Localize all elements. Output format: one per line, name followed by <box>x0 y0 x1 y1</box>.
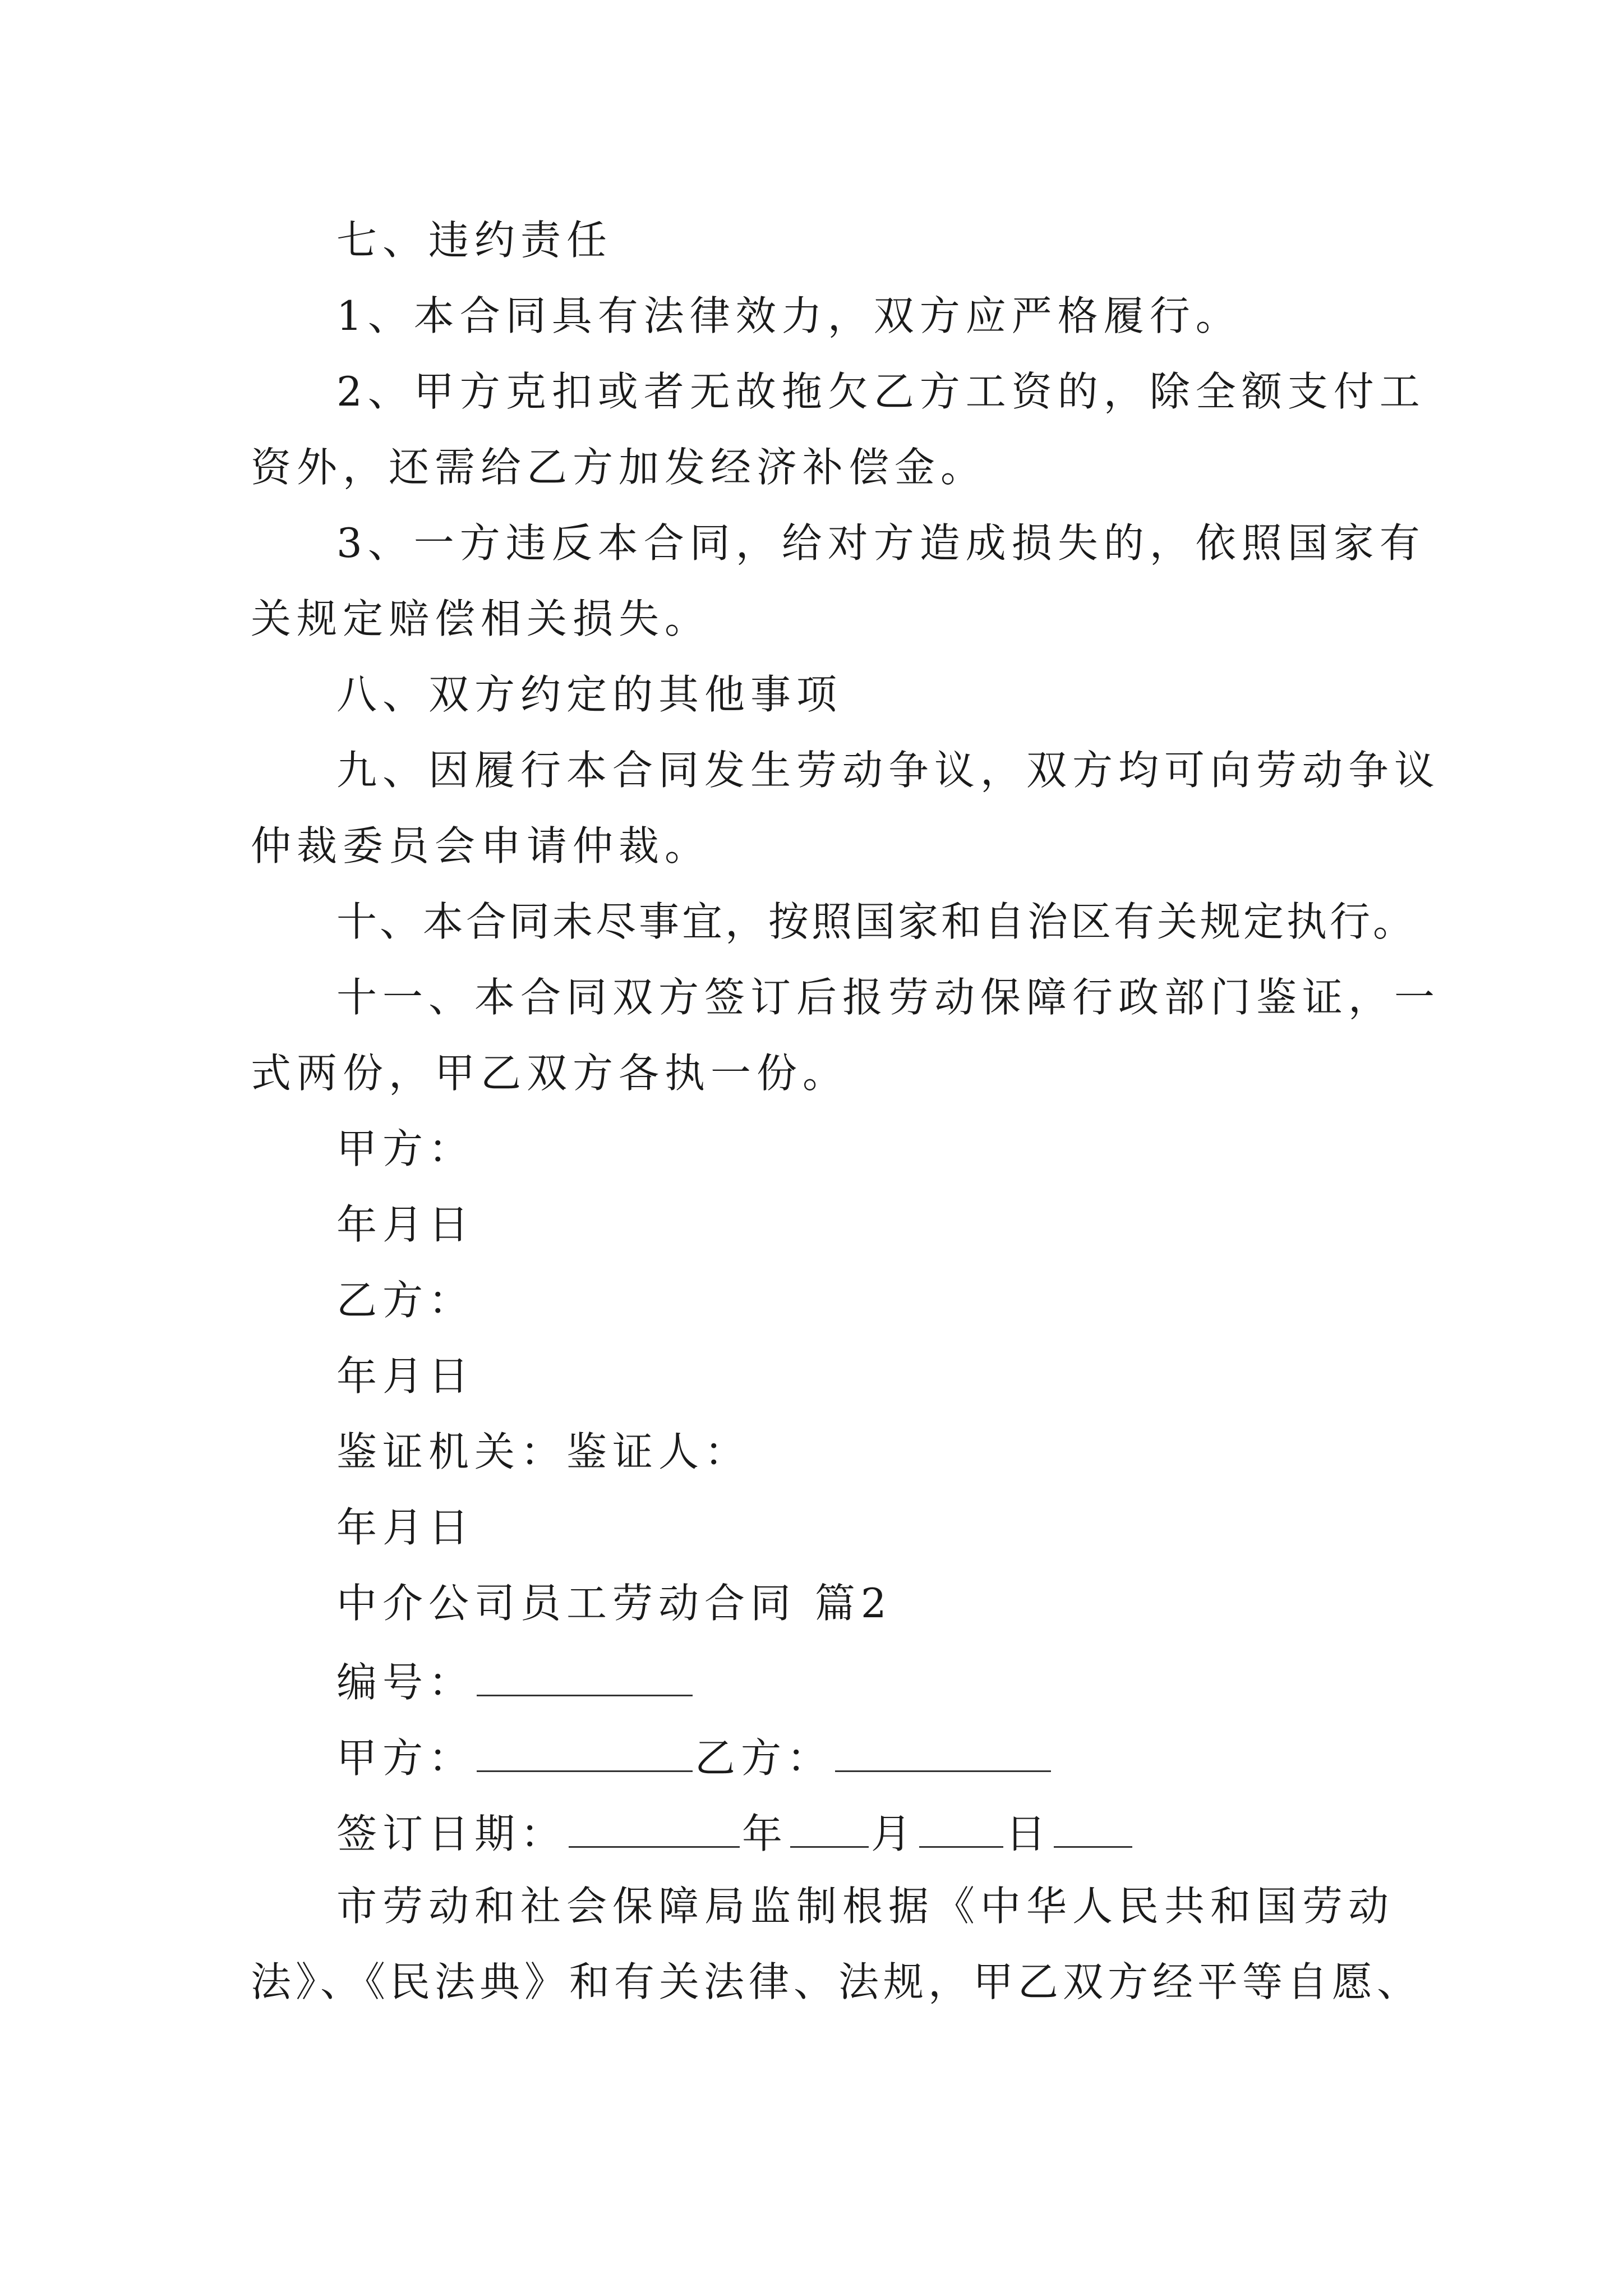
paragraph-line: 资外，还需给乙方加发经济补偿金。 <box>251 444 987 491</box>
paragraph-line: 1、本合同具有法律效力，双方应严格履行。 <box>336 292 1242 339</box>
month-field[interactable] <box>790 1810 869 1848</box>
trailing-field[interactable] <box>1054 1810 1132 1848</box>
contract-number-label: 编号： <box>336 1659 475 1706</box>
paragraph-line: 市劳动和社会保障局监制根据《中华人民共和国劳动 <box>336 1883 1395 1930</box>
paragraph-line: 法》、《民法典》和有关法律、法规，甲乙双方经平等自愿、 <box>251 1958 1422 2005</box>
month-label: 月 <box>871 1810 917 1857</box>
paragraph-line: 十一、本合同双方签订后报劳动保障行政部门鉴证，一 <box>336 974 1441 1021</box>
signature-date: 年月日 <box>336 1201 475 1248</box>
signature-party-b: 乙方： <box>336 1277 475 1324</box>
section-heading-other-matters: 八、双方约定的其他事项 <box>336 671 843 718</box>
signing-date-row <box>336 1810 1135 1857</box>
paragraph-line: 十、本合同未尽事宜，按照国家和自治区有关规定执行。 <box>336 898 1417 945</box>
day-field[interactable] <box>919 1810 1003 1848</box>
signature-date: 年月日 <box>336 1504 475 1551</box>
contract-number-row <box>336 1659 695 1706</box>
paragraph-line: 式两份，甲乙双方各执一份。 <box>251 1050 849 1097</box>
paragraph-line: 3、一方违反本合同，给对方造成损失的，依照国家有 <box>336 519 1426 567</box>
year-field[interactable] <box>569 1810 740 1848</box>
party-a-field[interactable] <box>477 1734 693 1772</box>
day-label: 日 <box>1006 1810 1052 1857</box>
year-label: 年 <box>742 1810 789 1857</box>
paragraph-line: 九、因履行本合同发生劳动争议，双方均可向劳动争议 <box>336 747 1441 794</box>
signature-date: 年月日 <box>336 1352 475 1400</box>
paragraph-line: 关规定赔偿相关损失。 <box>251 595 711 642</box>
party-b-field[interactable] <box>835 1734 1051 1772</box>
paragraph-line: 2、甲方克扣或者无故拖欠乙方工资的，除全额支付工 <box>336 368 1426 415</box>
section-heading-breach: 七、违约责任 <box>336 217 613 264</box>
contract-number-field[interactable] <box>477 1659 693 1696</box>
signature-certification: 鉴证机关：鉴证人： <box>336 1428 751 1475</box>
contract-title-part2: 中介公司员工劳动合同 篇2 <box>336 1580 892 1627</box>
paragraph-line: 仲裁委员会申请仲裁。 <box>251 822 711 869</box>
signing-date-label: 签订日期： <box>336 1810 567 1857</box>
parties-row <box>336 1734 1053 1782</box>
party-b-label: 乙方： <box>695 1734 833 1782</box>
signature-party-a: 甲方： <box>336 1125 475 1172</box>
party-a-label: 甲方： <box>336 1734 475 1782</box>
